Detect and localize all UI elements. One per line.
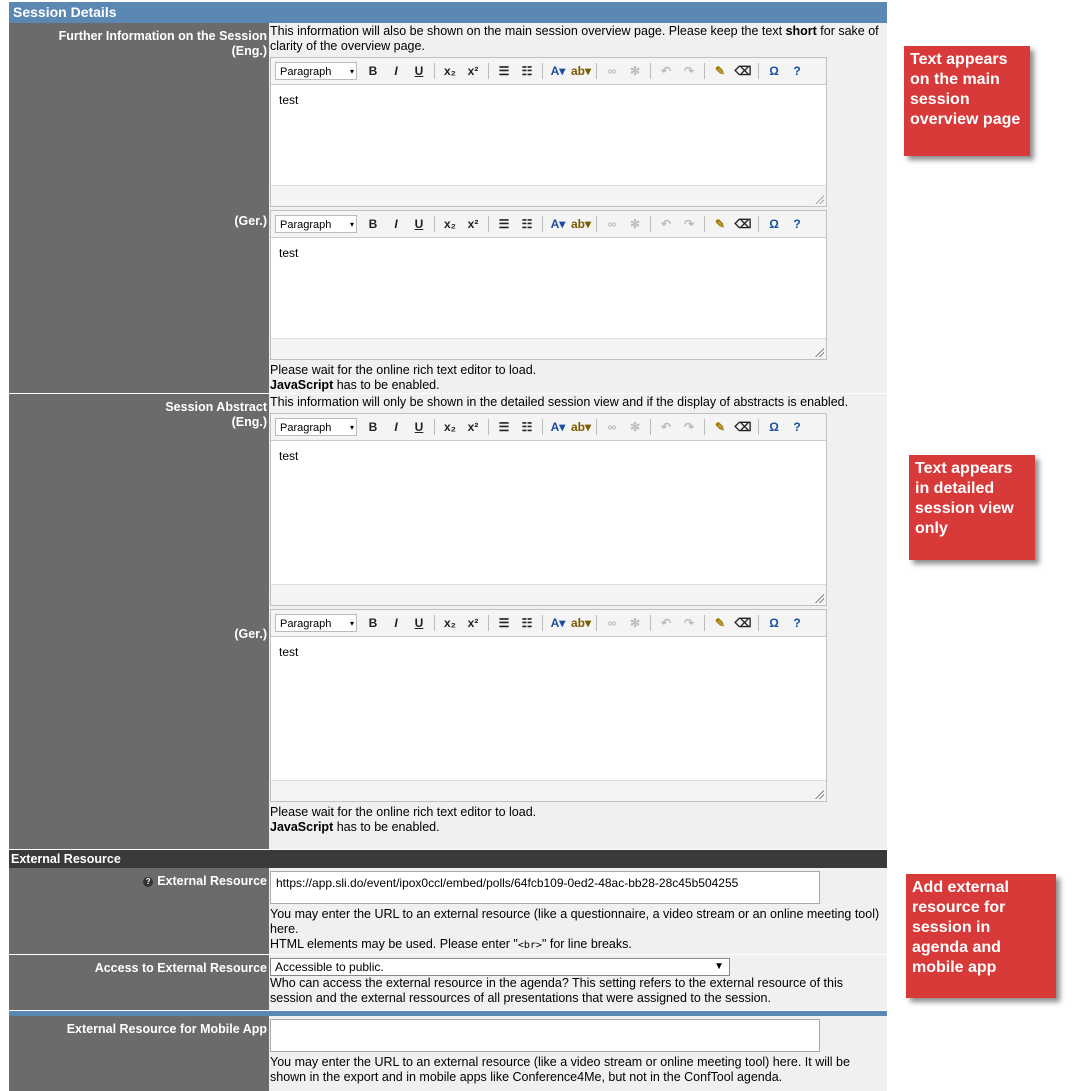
superscript-icon[interactable]: x² — [467, 420, 479, 434]
bold-icon[interactable]: B — [368, 64, 378, 78]
superscript-icon[interactable]: x² — [467, 616, 479, 630]
undo-icon[interactable]: ↶ — [660, 420, 672, 434]
rich-text-editor-further-eng[interactable] — [270, 57, 827, 207]
redo-icon[interactable]: ↷ — [683, 64, 695, 78]
abstract-note: This information will only be shown in the detailed session view and if the display of abstracts is enabled. — [270, 395, 849, 409]
eraser-icon[interactable]: ⌫ — [734, 64, 752, 78]
cleanup-icon[interactable]: ✎ — [714, 420, 726, 434]
format-select[interactable]: Paragraph ▾ — [275, 215, 357, 233]
external-resource-label: ? External Resource — [9, 868, 269, 954]
external-resource-row — [9, 868, 887, 955]
format-select[interactable]: Paragraph ▾ — [275, 418, 357, 436]
abstract-ger-label: (Ger.) — [234, 627, 267, 641]
editor-wait-note: Please wait for the online rich text editor to load. — [270, 363, 537, 377]
callout-external-resource: Add external resource for session in agenda and mobile app — [906, 874, 1056, 998]
session-abstract-row — [9, 394, 887, 850]
eraser-icon[interactable]: ⌫ — [734, 420, 752, 434]
help-icon[interactable]: ? — [793, 64, 801, 78]
subscript-icon[interactable]: x₂ — [443, 616, 456, 630]
special-char-icon[interactable]: Ω — [769, 616, 779, 630]
javascript-note: JavaScript has to be enabled. — [270, 820, 440, 834]
link-icon[interactable]: ∞ — [607, 217, 617, 231]
highlight-icon[interactable]: ab▾ — [570, 420, 592, 434]
undo-icon[interactable]: ↶ — [660, 616, 672, 630]
undo-icon[interactable]: ↶ — [660, 217, 672, 231]
editor-toolbar — [271, 58, 826, 85]
editor-toolbar — [271, 414, 826, 441]
javascript-note: JavaScript has to be enabled. — [270, 378, 440, 392]
undo-icon[interactable]: ↶ — [660, 64, 672, 78]
text-color-icon[interactable]: A▾ — [550, 64, 566, 78]
rich-text-editor-abstract-eng[interactable] — [270, 413, 827, 606]
chevron-down-icon: ▼ — [714, 961, 724, 972]
bold-icon[interactable]: B — [368, 616, 378, 630]
section-header-external-resource: External Resource — [9, 850, 887, 868]
special-char-icon[interactable]: Ω — [769, 420, 779, 434]
further-info-label: Further Information on the Session (Eng.) (Ger.) — [9, 23, 269, 393]
italic-icon[interactable]: I — [394, 217, 398, 231]
editor-toolbar — [271, 610, 826, 637]
rich-text-editor-further-ger[interactable] — [270, 210, 827, 360]
special-char-icon[interactable]: Ω — [769, 217, 779, 231]
text-color-icon[interactable]: A▾ — [550, 420, 566, 434]
external-resource-help: You may enter the URL to an external resource (like a questionnaire, a video stream or an online meeting tool) here. — [270, 907, 880, 936]
html-elements-note: HTML elements may be used. Please enter "<br>" for line breaks. — [270, 937, 632, 951]
subscript-icon[interactable]: x₂ — [443, 420, 456, 434]
format-select[interactable]: Paragraph ▾ — [275, 614, 357, 632]
link-icon[interactable]: ∞ — [607, 420, 617, 434]
access-row — [9, 955, 887, 1011]
numbered-list-icon[interactable]: ☷ — [521, 616, 533, 630]
access-select[interactable]: Accessible to public. ▼ — [270, 958, 730, 976]
italic-icon[interactable]: I — [394, 64, 398, 78]
numbered-list-icon[interactable]: ☷ — [521, 217, 533, 231]
access-help: Who can access the external resource in the agenda? This setting refers to the external resource of this session and the external ressources of all presentations that were assigned to the session. — [270, 976, 843, 1005]
subscript-icon[interactable]: x₂ — [443, 217, 456, 231]
resize-grip-icon[interactable] — [814, 593, 824, 603]
editor-content[interactable]: test — [279, 93, 299, 107]
format-select[interactable]: Paragraph ▾ — [275, 62, 357, 80]
editor-toolbar — [271, 211, 826, 238]
cleanup-icon[interactable]: ✎ — [714, 217, 726, 231]
further-info-ger-label: (Ger.) — [234, 214, 267, 228]
mobile-app-row — [9, 1016, 887, 1091]
resize-grip-icon[interactable] — [814, 347, 824, 357]
highlight-icon[interactable]: ab▾ — [570, 64, 592, 78]
redo-icon[interactable]: ↷ — [683, 420, 695, 434]
bullet-list-icon[interactable]: ☰ — [498, 616, 510, 630]
subscript-icon[interactable]: x₂ — [443, 64, 456, 78]
eraser-icon[interactable]: ⌫ — [734, 616, 752, 630]
text-color-icon[interactable]: A▾ — [550, 217, 566, 231]
bold-icon[interactable]: B — [368, 420, 378, 434]
numbered-list-icon[interactable]: ☷ — [521, 64, 533, 78]
mobile-app-help: You may enter the URL to an external resource (like a video stream or online meeting tool) here. It will be shown in the export and in mobile apps like Conference4Me, but not in the ConfTool agenda. — [270, 1055, 850, 1084]
superscript-icon[interactable]: x² — [467, 64, 479, 78]
help-icon[interactable]: ? — [793, 616, 801, 630]
special-char-icon[interactable]: Ω — [769, 64, 779, 78]
help-icon[interactable]: ? — [793, 420, 801, 434]
link-icon[interactable]: ∞ — [607, 64, 617, 78]
link-icon[interactable]: ∞ — [607, 616, 617, 630]
editor-content[interactable]: test — [279, 645, 299, 659]
unlink-icon[interactable]: ✻ — [629, 217, 641, 231]
editor-content[interactable]: test — [279, 246, 299, 260]
bullet-list-icon[interactable]: ☰ — [498, 420, 510, 434]
external-resource-url-input[interactable]: https://app.sli.do/event/ipox0ccl/embed/polls/64fcb109-0ed2-48ac-bb28-28c45b504255 — [270, 871, 820, 904]
numbered-list-icon[interactable]: ☷ — [521, 420, 533, 434]
session-form — [9, 2, 887, 1091]
bold-icon[interactable]: B — [368, 217, 378, 231]
resize-grip-icon[interactable] — [814, 789, 824, 799]
editor-wait-note: Please wait for the online rich text editor to load. — [270, 805, 537, 819]
rich-text-editor-abstract-ger[interactable] — [270, 609, 827, 802]
bullet-list-icon[interactable]: ☰ — [498, 64, 510, 78]
unlink-icon[interactable]: ✻ — [629, 616, 641, 630]
underline-icon[interactable]: U — [414, 64, 424, 78]
callout-overview: Text appears on the main session overview page — [904, 46, 1030, 156]
underline-icon[interactable]: U — [414, 217, 424, 231]
italic-icon[interactable]: I — [394, 420, 398, 434]
access-label: Access to External Resource — [9, 955, 269, 1010]
eraser-icon[interactable]: ⌫ — [734, 217, 752, 231]
mobile-app-label: External Resource for Mobile App — [9, 1016, 269, 1091]
session-abstract-label: Session Abstract (Eng.) (Ger.) — [9, 394, 269, 849]
resize-grip-icon[interactable] — [814, 194, 824, 204]
underline-icon[interactable]: U — [414, 420, 424, 434]
text-color-icon[interactable]: A▾ — [550, 616, 566, 630]
superscript-icon[interactable]: x² — [467, 217, 479, 231]
highlight-icon[interactable]: ab▾ — [570, 616, 592, 630]
section-header-session-details: Session Details — [9, 2, 887, 23]
mobile-app-url-input[interactable] — [270, 1019, 820, 1052]
redo-icon[interactable]: ↷ — [683, 217, 695, 231]
unlink-icon[interactable]: ✻ — [629, 64, 641, 78]
unlink-icon[interactable]: ✻ — [629, 420, 641, 434]
bullet-list-icon[interactable]: ☰ — [498, 217, 510, 231]
cleanup-icon[interactable]: ✎ — [714, 616, 726, 630]
editor-content[interactable]: test — [279, 449, 299, 463]
highlight-icon[interactable]: ab▾ — [570, 217, 592, 231]
redo-icon[interactable]: ↷ — [683, 616, 695, 630]
further-info-note: This information will also be shown on the main session overview page. Please keep the text short for sake of clarity of the overview page. — [270, 24, 879, 53]
cleanup-icon[interactable]: ✎ — [714, 64, 726, 78]
help-icon[interactable]: ? — [143, 877, 153, 887]
callout-detailed-view: Text appears in detailed session view only — [909, 455, 1035, 560]
underline-icon[interactable]: U — [414, 616, 424, 630]
further-info-row — [9, 23, 887, 394]
italic-icon[interactable]: I — [394, 616, 398, 630]
help-icon[interactable]: ? — [793, 217, 801, 231]
